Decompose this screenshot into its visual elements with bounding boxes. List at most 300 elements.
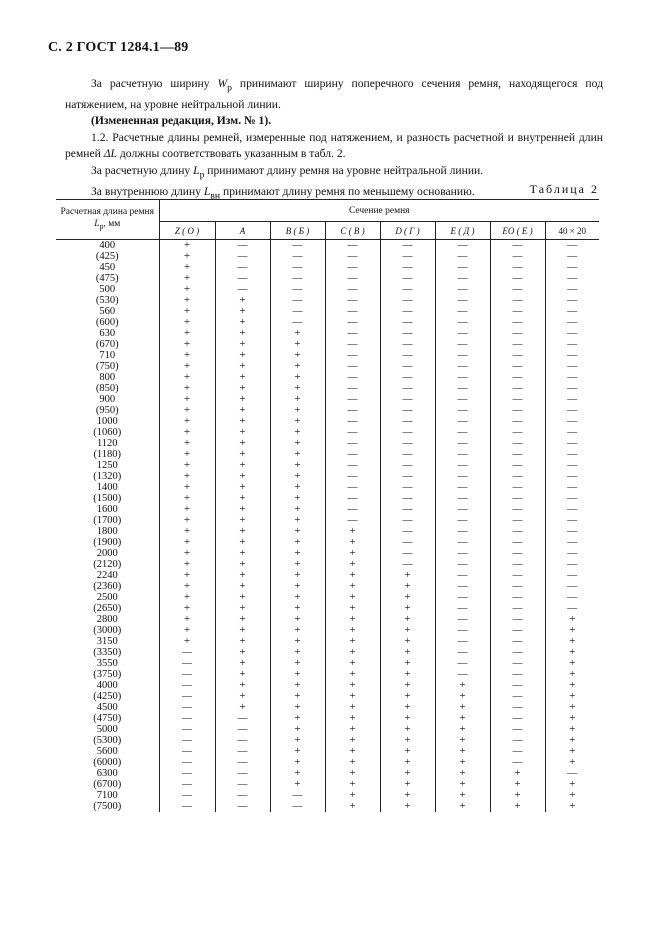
availability-cell: +: [215, 603, 270, 614]
availability-cell: +: [215, 383, 270, 394]
availability-cell: +: [215, 680, 270, 691]
table-row: [56, 350, 599, 361]
availability-cell: —: [159, 647, 215, 658]
availability-cell: —: [325, 350, 380, 361]
availability-cell: +: [270, 471, 325, 482]
belt-length-cell: (530): [95, 295, 119, 306]
availability-cell: +: [380, 603, 435, 614]
availability-cell: —: [435, 460, 490, 471]
availability-cell: —: [490, 416, 545, 427]
belt-length-cell: 2500: [96, 592, 118, 603]
belt-length-cell: (1320): [93, 471, 122, 482]
availability-cell: —: [435, 383, 490, 394]
availability-cell: —: [490, 251, 545, 262]
availability-cell: —: [545, 559, 599, 570]
availability-cell: —: [159, 658, 215, 669]
availability-cell: —: [490, 724, 545, 735]
belt-length-cell: 7100: [96, 790, 118, 801]
availability-cell: +: [159, 361, 215, 372]
availability-cell: +: [215, 394, 270, 405]
availability-cell: +: [435, 779, 490, 790]
availability-cell: +: [325, 746, 380, 757]
table-row: [56, 394, 599, 405]
availability-cell: —: [270, 284, 325, 295]
availability-cell: —: [545, 438, 599, 449]
availability-cell: —: [545, 317, 599, 328]
availability-cell: +: [380, 680, 435, 691]
availability-cell: —: [215, 801, 270, 812]
availability-cell: +: [545, 713, 599, 724]
availability-cell: —: [490, 295, 545, 306]
availability-cell: +: [435, 746, 490, 757]
availability-cell: +: [380, 570, 435, 581]
availability-cell: +: [215, 306, 270, 317]
availability-cell: +: [270, 603, 325, 614]
availability-cell: +: [159, 460, 215, 471]
availability-cell: +: [380, 658, 435, 669]
belt-length-cell: (2650): [93, 603, 122, 614]
availability-cell: —: [159, 746, 215, 757]
availability-cell: +: [490, 768, 545, 779]
availability-cell: +: [270, 658, 325, 669]
belt-length-cell: 900: [99, 394, 116, 405]
availability-cell: —: [435, 361, 490, 372]
availability-cell: —: [490, 273, 545, 284]
availability-cell: +: [325, 636, 380, 647]
availability-cell: +: [159, 570, 215, 581]
availability-cell: —: [380, 493, 435, 504]
belt-length-cell: 1120: [96, 438, 118, 449]
availability-cell: +: [215, 658, 270, 669]
availability-cell: —: [545, 394, 599, 405]
availability-cell: —: [545, 471, 599, 482]
availability-cell: —: [435, 240, 490, 252]
availability-cell: —: [545, 328, 599, 339]
availability-cell: —: [545, 405, 599, 416]
availability-cell: +: [270, 570, 325, 581]
table-row: [56, 625, 599, 636]
availability-cell: +: [215, 636, 270, 647]
availability-cell: —: [435, 614, 490, 625]
availability-cell: +: [545, 702, 599, 713]
section-column-header: A: [215, 222, 270, 240]
table-row: [56, 372, 599, 383]
availability-cell: —: [435, 647, 490, 658]
section-column-header: EO ( Е ): [490, 222, 545, 240]
availability-cell: —: [490, 504, 545, 515]
availability-cell: —: [380, 240, 435, 252]
availability-cell: —: [270, 273, 325, 284]
availability-cell: —: [325, 262, 380, 273]
availability-cell: —: [545, 339, 599, 350]
belt-length-cell: (4250): [93, 691, 122, 702]
availability-cell: —: [380, 548, 435, 559]
table-row: [56, 493, 599, 504]
availability-cell: +: [325, 570, 380, 581]
availability-cell: +: [159, 471, 215, 482]
availability-cell: +: [215, 625, 270, 636]
availability-cell: —: [435, 273, 490, 284]
length-column-header: Расчетная длина ремня $L_р$, мм: [56, 200, 159, 240]
table-row: [56, 515, 599, 526]
availability-cell: —: [435, 570, 490, 581]
availability-cell: +: [270, 636, 325, 647]
availability-cell: —: [435, 251, 490, 262]
availability-cell: +: [215, 438, 270, 449]
availability-cell: +: [380, 691, 435, 702]
availability-cell: —: [325, 405, 380, 416]
availability-cell: —: [490, 636, 545, 647]
paragraph-width: За расчетную ширину $W_р$ принимают ширину поперечного сечения ремня, находящегося под натяжением, на уровне нейтральной линии.: [65, 77, 603, 111]
availability-cell: +: [545, 779, 599, 790]
availability-cell: +: [159, 350, 215, 361]
availability-cell: —: [215, 240, 270, 252]
availability-cell: —: [545, 284, 599, 295]
availability-cell: +: [270, 493, 325, 504]
availability-cell: —: [215, 284, 270, 295]
availability-cell: —: [270, 790, 325, 801]
availability-cell: —: [380, 251, 435, 262]
availability-cell: —: [270, 801, 325, 812]
availability-cell: —: [380, 416, 435, 427]
availability-cell: +: [270, 757, 325, 768]
table-row: [56, 262, 599, 273]
availability-cell: —: [490, 405, 545, 416]
availability-cell: +: [159, 614, 215, 625]
belt-length-cell: (1700): [93, 515, 122, 526]
table-row: [56, 603, 599, 614]
availability-cell: +: [545, 735, 599, 746]
availability-cell: —: [545, 273, 599, 284]
availability-cell: +: [215, 427, 270, 438]
availability-cell: +: [545, 647, 599, 658]
availability-cell: +: [270, 779, 325, 790]
availability-cell: +: [545, 801, 599, 812]
availability-cell: +: [380, 724, 435, 735]
availability-cell: —: [325, 273, 380, 284]
availability-cell: +: [270, 614, 325, 625]
availability-cell: —: [159, 735, 215, 746]
availability-cell: —: [435, 306, 490, 317]
availability-cell: —: [380, 262, 435, 273]
availability-cell: +: [215, 471, 270, 482]
availability-cell: —: [490, 515, 545, 526]
availability-cell: +: [325, 713, 380, 724]
table-row: [56, 680, 599, 691]
availability-cell: +: [325, 603, 380, 614]
availability-cell: —: [490, 647, 545, 658]
availability-cell: +: [380, 592, 435, 603]
availability-cell: +: [380, 669, 435, 680]
availability-cell: —: [325, 339, 380, 350]
availability-cell: —: [325, 284, 380, 295]
availability-cell: —: [435, 482, 490, 493]
availability-cell: —: [435, 405, 490, 416]
availability-cell: +: [215, 526, 270, 537]
availability-cell: +: [325, 581, 380, 592]
availability-cell: —: [325, 328, 380, 339]
section-column-header: Z ( O ): [159, 222, 215, 240]
table-row: [56, 361, 599, 372]
belt-length-cell: 2800: [96, 614, 118, 625]
table-row: [56, 240, 599, 252]
availability-cell: +: [380, 647, 435, 658]
availability-cell: +: [215, 537, 270, 548]
availability-cell: —: [325, 427, 380, 438]
table-row: [56, 691, 599, 702]
availability-cell: —: [380, 405, 435, 416]
availability-cell: —: [490, 394, 545, 405]
availability-cell: +: [159, 537, 215, 548]
availability-cell: —: [380, 317, 435, 328]
belt-length-cell: 500: [99, 284, 116, 295]
availability-cell: +: [380, 702, 435, 713]
table-row: [56, 537, 599, 548]
availability-cell: —: [159, 669, 215, 680]
availability-cell: +: [270, 394, 325, 405]
availability-cell: —: [545, 526, 599, 537]
availability-cell: —: [380, 328, 435, 339]
availability-cell: +: [270, 592, 325, 603]
availability-cell: +: [270, 746, 325, 757]
availability-cell: —: [325, 306, 380, 317]
belt-length-table: [56, 199, 599, 812]
belt-length-cell: 1000: [96, 416, 118, 427]
availability-cell: —: [380, 504, 435, 515]
availability-cell: —: [545, 251, 599, 262]
availability-cell: +: [159, 317, 215, 328]
availability-cell: +: [325, 768, 380, 779]
availability-cell: +: [270, 680, 325, 691]
availability-cell: +: [159, 262, 215, 273]
availability-cell: —: [490, 559, 545, 570]
availability-cell: —: [490, 658, 545, 669]
availability-cell: +: [325, 526, 380, 537]
availability-cell: —: [545, 262, 599, 273]
availability-cell: +: [270, 515, 325, 526]
availability-cell: —: [435, 669, 490, 680]
availability-cell: —: [490, 317, 545, 328]
availability-cell: —: [159, 790, 215, 801]
availability-cell: +: [270, 548, 325, 559]
availability-cell: —: [325, 449, 380, 460]
table-row: [56, 328, 599, 339]
availability-cell: +: [159, 240, 215, 252]
availability-cell: +: [490, 790, 545, 801]
availability-cell: —: [215, 779, 270, 790]
availability-cell: —: [435, 592, 490, 603]
availability-cell: +: [325, 592, 380, 603]
availability-cell: —: [435, 625, 490, 636]
table-row: [56, 614, 599, 625]
belt-length-cell: 4000: [96, 680, 118, 691]
belt-length-cell: 3150: [96, 636, 118, 647]
availability-cell: +: [270, 691, 325, 702]
availability-cell: —: [215, 768, 270, 779]
availability-cell: +: [325, 669, 380, 680]
availability-cell: +: [435, 702, 490, 713]
availability-cell: —: [380, 537, 435, 548]
availability-cell: —: [435, 526, 490, 537]
table-row: [56, 295, 599, 306]
availability-cell: —: [545, 383, 599, 394]
belt-length-cell: 450: [99, 262, 116, 273]
availability-cell: —: [545, 581, 599, 592]
availability-cell: —: [545, 493, 599, 504]
availability-cell: —: [490, 449, 545, 460]
belt-length-cell: (475): [95, 273, 119, 284]
availability-cell: +: [545, 790, 599, 801]
availability-cell: —: [159, 702, 215, 713]
availability-cell: —: [380, 471, 435, 482]
availability-cell: +: [435, 713, 490, 724]
availability-cell: +: [270, 427, 325, 438]
table-row: [56, 273, 599, 284]
table-row: [56, 482, 599, 493]
availability-cell: —: [215, 746, 270, 757]
availability-cell: —: [490, 262, 545, 273]
availability-cell: —: [325, 482, 380, 493]
availability-cell: +: [435, 691, 490, 702]
table-row: [56, 449, 599, 460]
availability-cell: —: [490, 372, 545, 383]
availability-cell: +: [159, 438, 215, 449]
availability-cell: —: [490, 702, 545, 713]
availability-cell: —: [490, 361, 545, 372]
availability-cell: +: [270, 724, 325, 735]
availability-cell: +: [215, 515, 270, 526]
availability-cell: —: [325, 240, 380, 252]
table-row: [56, 592, 599, 603]
availability-cell: —: [490, 592, 545, 603]
belt-length-cell: (425): [95, 251, 119, 262]
availability-cell: —: [380, 306, 435, 317]
availability-cell: —: [435, 493, 490, 504]
availability-cell: —: [490, 614, 545, 625]
availability-cell: +: [159, 273, 215, 284]
availability-cell: —: [435, 559, 490, 570]
availability-cell: —: [435, 295, 490, 306]
availability-cell: —: [545, 361, 599, 372]
availability-cell: —: [270, 306, 325, 317]
availability-cell: +: [545, 680, 599, 691]
availability-cell: —: [380, 427, 435, 438]
belt-length-cell: (4750): [93, 713, 122, 724]
availability-cell: +: [215, 405, 270, 416]
availability-cell: —: [325, 515, 380, 526]
availability-cell: +: [435, 801, 490, 812]
availability-cell: +: [159, 526, 215, 537]
availability-cell: —: [215, 273, 270, 284]
availability-cell: —: [380, 449, 435, 460]
availability-cell: +: [270, 559, 325, 570]
table-row: [56, 735, 599, 746]
availability-cell: —: [490, 284, 545, 295]
availability-cell: —: [380, 295, 435, 306]
paragraph-1-2: 1.2. Расчетные длины ремней, измеренные под натяжением, и разность расчетной и внутренней длин ремней ΔL должны соответствовать указанным в табл. 2.: [65, 130, 603, 161]
availability-cell: —: [159, 680, 215, 691]
availability-cell: —: [545, 350, 599, 361]
availability-cell: —: [159, 757, 215, 768]
section-group-header: Сечение ремня: [159, 200, 599, 222]
availability-cell: —: [435, 284, 490, 295]
availability-cell: +: [325, 735, 380, 746]
table-row: [56, 471, 599, 482]
belt-length-cell: (3750): [93, 669, 122, 680]
availability-cell: —: [545, 295, 599, 306]
availability-cell: +: [545, 746, 599, 757]
availability-cell: —: [490, 757, 545, 768]
availability-cell: —: [545, 515, 599, 526]
page-header: С. 2 ГОСТ 1284.1—89: [48, 40, 189, 55]
availability-cell: +: [159, 295, 215, 306]
availability-cell: —: [380, 361, 435, 372]
availability-cell: —: [380, 350, 435, 361]
availability-cell: —: [435, 603, 490, 614]
availability-cell: +: [325, 680, 380, 691]
availability-cell: +: [215, 328, 270, 339]
belt-length-cell: 4500: [96, 702, 118, 713]
availability-cell: +: [159, 493, 215, 504]
availability-cell: —: [435, 636, 490, 647]
availability-cell: +: [159, 405, 215, 416]
availability-cell: +: [545, 757, 599, 768]
availability-cell: +: [325, 691, 380, 702]
availability-cell: —: [490, 713, 545, 724]
belt-length-cell: (600): [95, 317, 119, 328]
availability-cell: +: [215, 372, 270, 383]
availability-cell: —: [545, 570, 599, 581]
availability-cell: +: [270, 526, 325, 537]
belt-length-cell: (950): [95, 405, 119, 416]
availability-cell: —: [490, 460, 545, 471]
availability-cell: +: [270, 713, 325, 724]
belt-length-cell: 1250: [96, 460, 118, 471]
section-column-header: C ( В ): [325, 222, 380, 240]
availability-cell: +: [270, 383, 325, 394]
availability-cell: —: [545, 427, 599, 438]
availability-cell: +: [215, 570, 270, 581]
availability-cell: —: [215, 724, 270, 735]
table-row: [56, 647, 599, 658]
availability-cell: +: [270, 350, 325, 361]
availability-cell: +: [159, 383, 215, 394]
paragraph-amendment: (Измененная редакция, Изм. № 1).: [91, 114, 272, 128]
availability-cell: +: [270, 482, 325, 493]
belt-length-cell: 2000: [96, 548, 118, 559]
availability-cell: —: [490, 240, 545, 252]
availability-cell: +: [159, 581, 215, 592]
availability-cell: —: [435, 317, 490, 328]
availability-cell: +: [545, 724, 599, 735]
belt-length-cell: 3550: [96, 658, 118, 669]
availability-cell: —: [380, 515, 435, 526]
belt-length-cell: 5600: [96, 746, 118, 757]
table-row: [56, 581, 599, 592]
availability-cell: +: [270, 438, 325, 449]
availability-cell: +: [159, 416, 215, 427]
availability-cell: +: [159, 603, 215, 614]
table-row: [56, 746, 599, 757]
section-column-header: 40 × 20: [545, 222, 599, 240]
availability-cell: +: [325, 702, 380, 713]
availability-cell: +: [270, 625, 325, 636]
availability-cell: —: [325, 361, 380, 372]
availability-cell: +: [159, 449, 215, 460]
availability-cell: +: [215, 691, 270, 702]
availability-cell: +: [270, 339, 325, 350]
belt-length-cell: (5300): [93, 735, 122, 746]
